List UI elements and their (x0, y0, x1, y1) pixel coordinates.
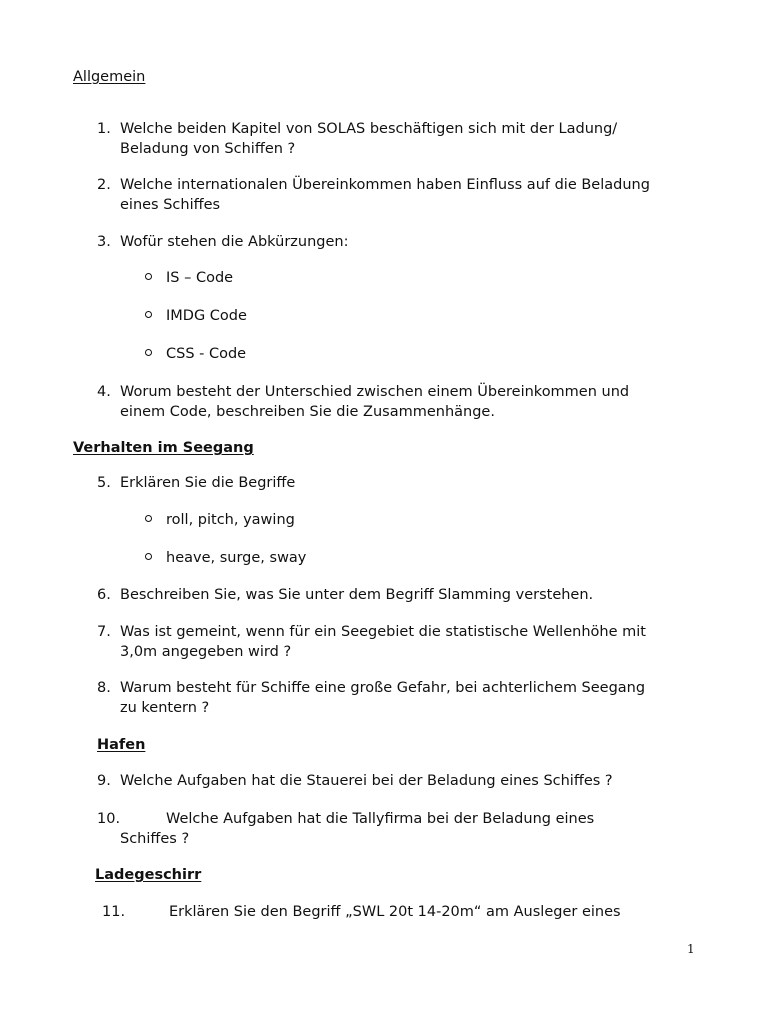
sub-item: heave, surge, sway (166, 550, 307, 566)
bullet-icon (145, 273, 152, 280)
section-heading-allgemein: Allgemein (73, 69, 146, 85)
question-number: 7. (97, 624, 111, 640)
question-number: 10. (97, 811, 121, 827)
sub-item: IS – Code (166, 270, 234, 286)
question-text-continued: Beladung von Schiffen ? (120, 141, 296, 157)
question-text: Welche Aufgaben hat die Stauerei bei der Beladung eines Schiffes ? (120, 773, 613, 789)
bullet-icon (145, 553, 152, 560)
question-text-continued: eines Schiffes (120, 197, 221, 213)
question-text: Welche internationalen Übereinkommen haben Einfluss auf die Beladung (120, 177, 650, 193)
question-text: Erklären Sie die Begriffe (120, 475, 296, 491)
question-text: Welche beiden Kapitel von SOLAS beschäftigen sich mit der Ladung/ (120, 121, 618, 137)
bullet-icon (145, 349, 152, 356)
question-text: Beschreiben Sie, was Sie unter dem Begriff Slamming verstehen. (120, 587, 594, 603)
question-text: Welche Aufgaben hat die Tallyfirma bei der Beladung eines (166, 811, 595, 827)
question-text: Erklären Sie den Begriff „SWL 20t 14-20m“ am Ausleger eines (169, 904, 621, 920)
question-text-continued: zu kentern ? (120, 700, 210, 716)
sub-item: roll, pitch, yawing (166, 512, 295, 528)
question-number: 9. (97, 773, 111, 789)
sub-item: IMDG Code (166, 308, 247, 324)
section-heading-hafen: Hafen (97, 737, 146, 753)
question-number: 8. (97, 680, 111, 696)
bullet-icon (145, 515, 152, 522)
question-number: 2. (97, 177, 111, 193)
question-text: Wofür stehen die Abkürzungen: (120, 234, 349, 250)
sub-item: CSS - Code (166, 346, 247, 362)
section-heading-ladegeschirr: Ladegeschirr (95, 867, 202, 883)
question-text: Warum besteht für Schiffe eine große Gefahr, bei achterlichem Seegang (120, 680, 646, 696)
question-text-continued: Schiffes ? (120, 831, 190, 847)
section-heading-seegang: Verhalten im Seegang (73, 440, 254, 456)
question-number: 11. (102, 904, 126, 920)
question-text-continued: 3,0m angegeben wird ? (120, 644, 292, 660)
question-number: 1. (97, 121, 111, 137)
question-text: Worum besteht der Unterschied zwischen einem Übereinkommen und (120, 384, 630, 400)
question-number: 3. (97, 234, 111, 250)
question-text-continued: einem Code, beschreiben Sie die Zusammenhänge. (120, 404, 495, 420)
question-number: 6. (97, 587, 111, 603)
question-text: Was ist gemeint, wenn für ein Seegebiet die statistische Wellenhöhe mit (120, 624, 646, 640)
question-number: 4. (97, 384, 111, 400)
page-number: 1 (687, 942, 695, 956)
bullet-icon (145, 311, 152, 318)
question-number: 5. (97, 475, 111, 491)
